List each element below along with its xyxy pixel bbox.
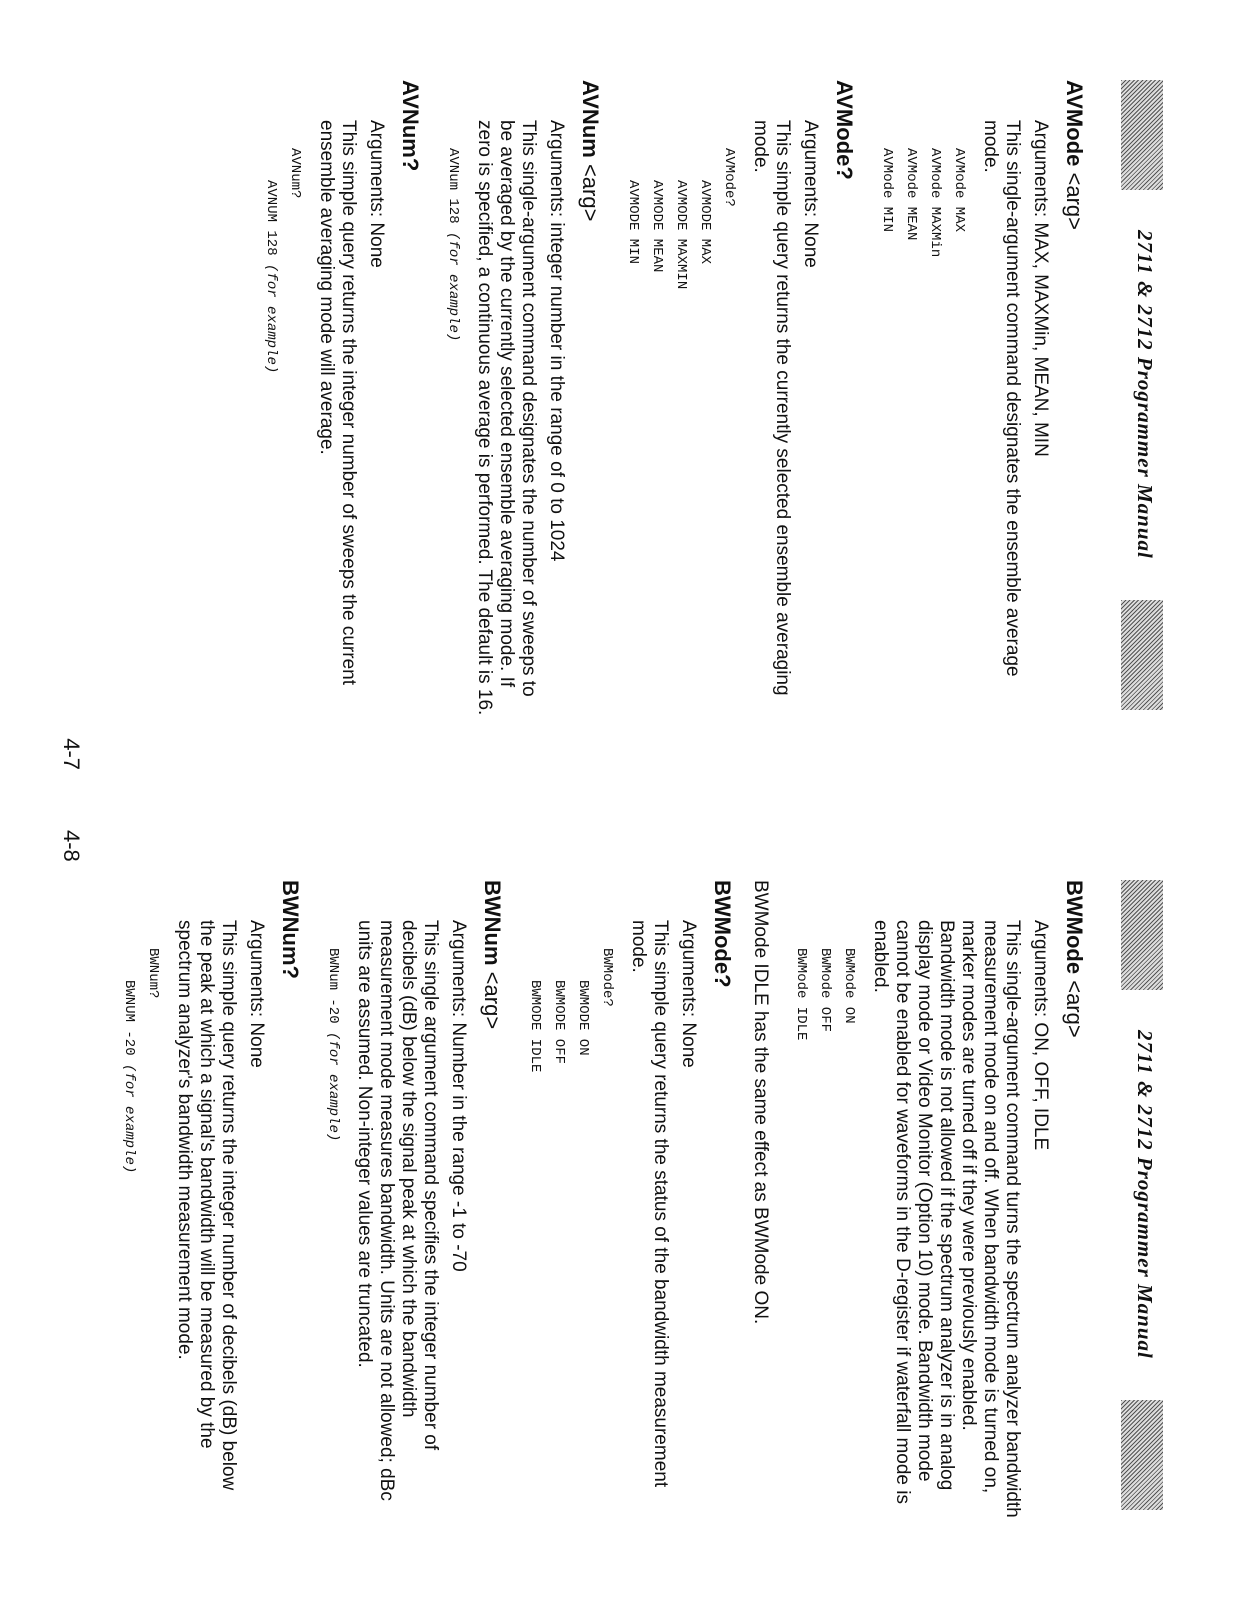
example: BWMode ON — [841, 948, 857, 1024]
header-shade-block — [1121, 880, 1163, 990]
page-number: 4-7 — [59, 738, 84, 770]
arguments-line: Arguments: None — [366, 120, 387, 268]
response-example: AVMODE MIN — [625, 180, 641, 265]
query-example: BWMode? — [599, 948, 615, 1007]
arguments-line: Arguments: None — [246, 920, 267, 1068]
response-example: BWMODE ON — [575, 980, 591, 1056]
description: This single-argument command designates the ensemble average mode. — [980, 120, 1023, 677]
page-header — [1111, 880, 1167, 1530]
response-example: AVMODE MAXMIN — [673, 180, 689, 290]
header-shade-block — [1121, 80, 1163, 190]
description: This single-argument command turns the spectrum analyzer bandwidth measurement mode on and off. When bandwidth mode is turned on, marker modes are turned off if they were previously enabled. Bandwidth mode is not allowed if the spectrum analyzer is in analog display mode or Video Monitor (Option 10) mode. Bandwidth mode cannot be enabled for waveforms in the D-register if waterfall mode is enabled. — [870, 920, 1023, 1518]
example: AVMode MIN — [879, 148, 895, 233]
response-example: AVMODE MAX — [697, 180, 713, 265]
response-example: BWMODE IDLE — [527, 980, 543, 1073]
description: This simple query returns the integer number of sweeps the current ensemble averaging mode will average. — [316, 120, 359, 685]
header-title: 2711 & 2712 Programmer Manual — [1133, 1030, 1157, 1359]
description: This simple query returns the status of the bandwidth measurement mode. — [628, 920, 671, 1488]
arguments-line: Arguments: MAX, MAXMin, MEAN, MIN — [1030, 120, 1051, 457]
example: BWMode IDLE — [793, 948, 809, 1041]
command-heading: BWMode <arg> — [1062, 880, 1087, 1038]
command-heading: AVMode? — [832, 80, 857, 180]
header-shade-block — [1121, 1400, 1163, 1510]
response-example: BWNUM -20 (for example) — [121, 980, 137, 1174]
example: AVNum 128 (for example) — [445, 148, 461, 342]
response-example: AVNUM 128 (for example) — [263, 180, 279, 374]
example: AVMode MAXMin — [927, 148, 943, 258]
page-4-8 — [0, 800, 1237, 1600]
example: AVMode MEAN — [903, 148, 919, 241]
header-title: 2711 & 2712 Programmer Manual — [1133, 230, 1157, 559]
response-example: BWMODE OFF — [551, 980, 567, 1065]
arguments-line: Arguments: Number in the range -1 to -70 — [448, 920, 469, 1272]
command-heading: BWMode? — [710, 880, 735, 988]
note: BWMode IDLE has the same effect as BWMode ON. — [750, 880, 771, 1325]
response-example: AVMODE MEAN — [649, 180, 665, 273]
description: This simple query returns the integer number of decibels (dB) below the peak at which a signal's bandwidth will be measured by the spectrum analyzer's bandwidth measurement mode. — [174, 920, 239, 1491]
command-heading: BWNum <arg> — [480, 880, 505, 1030]
arguments-line: Arguments: integer number in the range of 0 to 1024 — [546, 120, 567, 562]
query-example: BWNum? — [145, 948, 161, 999]
header-shade-block — [1121, 600, 1163, 710]
example: BWNum -20 (for example) — [325, 948, 341, 1142]
command-heading: BWNum? — [278, 880, 303, 979]
page-4-7 — [0, 0, 1237, 790]
command-heading: AVNum <arg> — [578, 80, 603, 222]
description: This simple query returns the currently selected ensemble averaging mode. — [750, 120, 793, 696]
example: BWMode OFF — [817, 948, 833, 1033]
page-header — [1111, 80, 1167, 720]
example: AVMode MAX — [951, 148, 967, 233]
description: This single-argument command designates the number of sweeps to be averaged by the currently selected ensemble averaging mode. If zero is specified, a continuous average is performed. The default is 16. — [474, 120, 539, 716]
description: This single argument command specifies the integer number of decibels (dB) below the signal peak at which the bandwidth measurement mode measures bandwidth. Units are not allowed; dBc units are assumed. Non-integer values are truncated. — [354, 920, 441, 1501]
page-number: 4-8 — [59, 830, 84, 862]
command-heading: AVNum? — [398, 80, 423, 172]
query-example: AVMode? — [721, 148, 737, 207]
arguments-line: Arguments: None — [678, 920, 699, 1068]
query-example: AVNum? — [287, 148, 303, 199]
command-heading: AVMode <arg> — [1062, 80, 1087, 230]
arguments-line: Arguments: None — [800, 120, 821, 268]
arguments-line: Arguments: ON, OFF, IDLE — [1030, 920, 1051, 1151]
